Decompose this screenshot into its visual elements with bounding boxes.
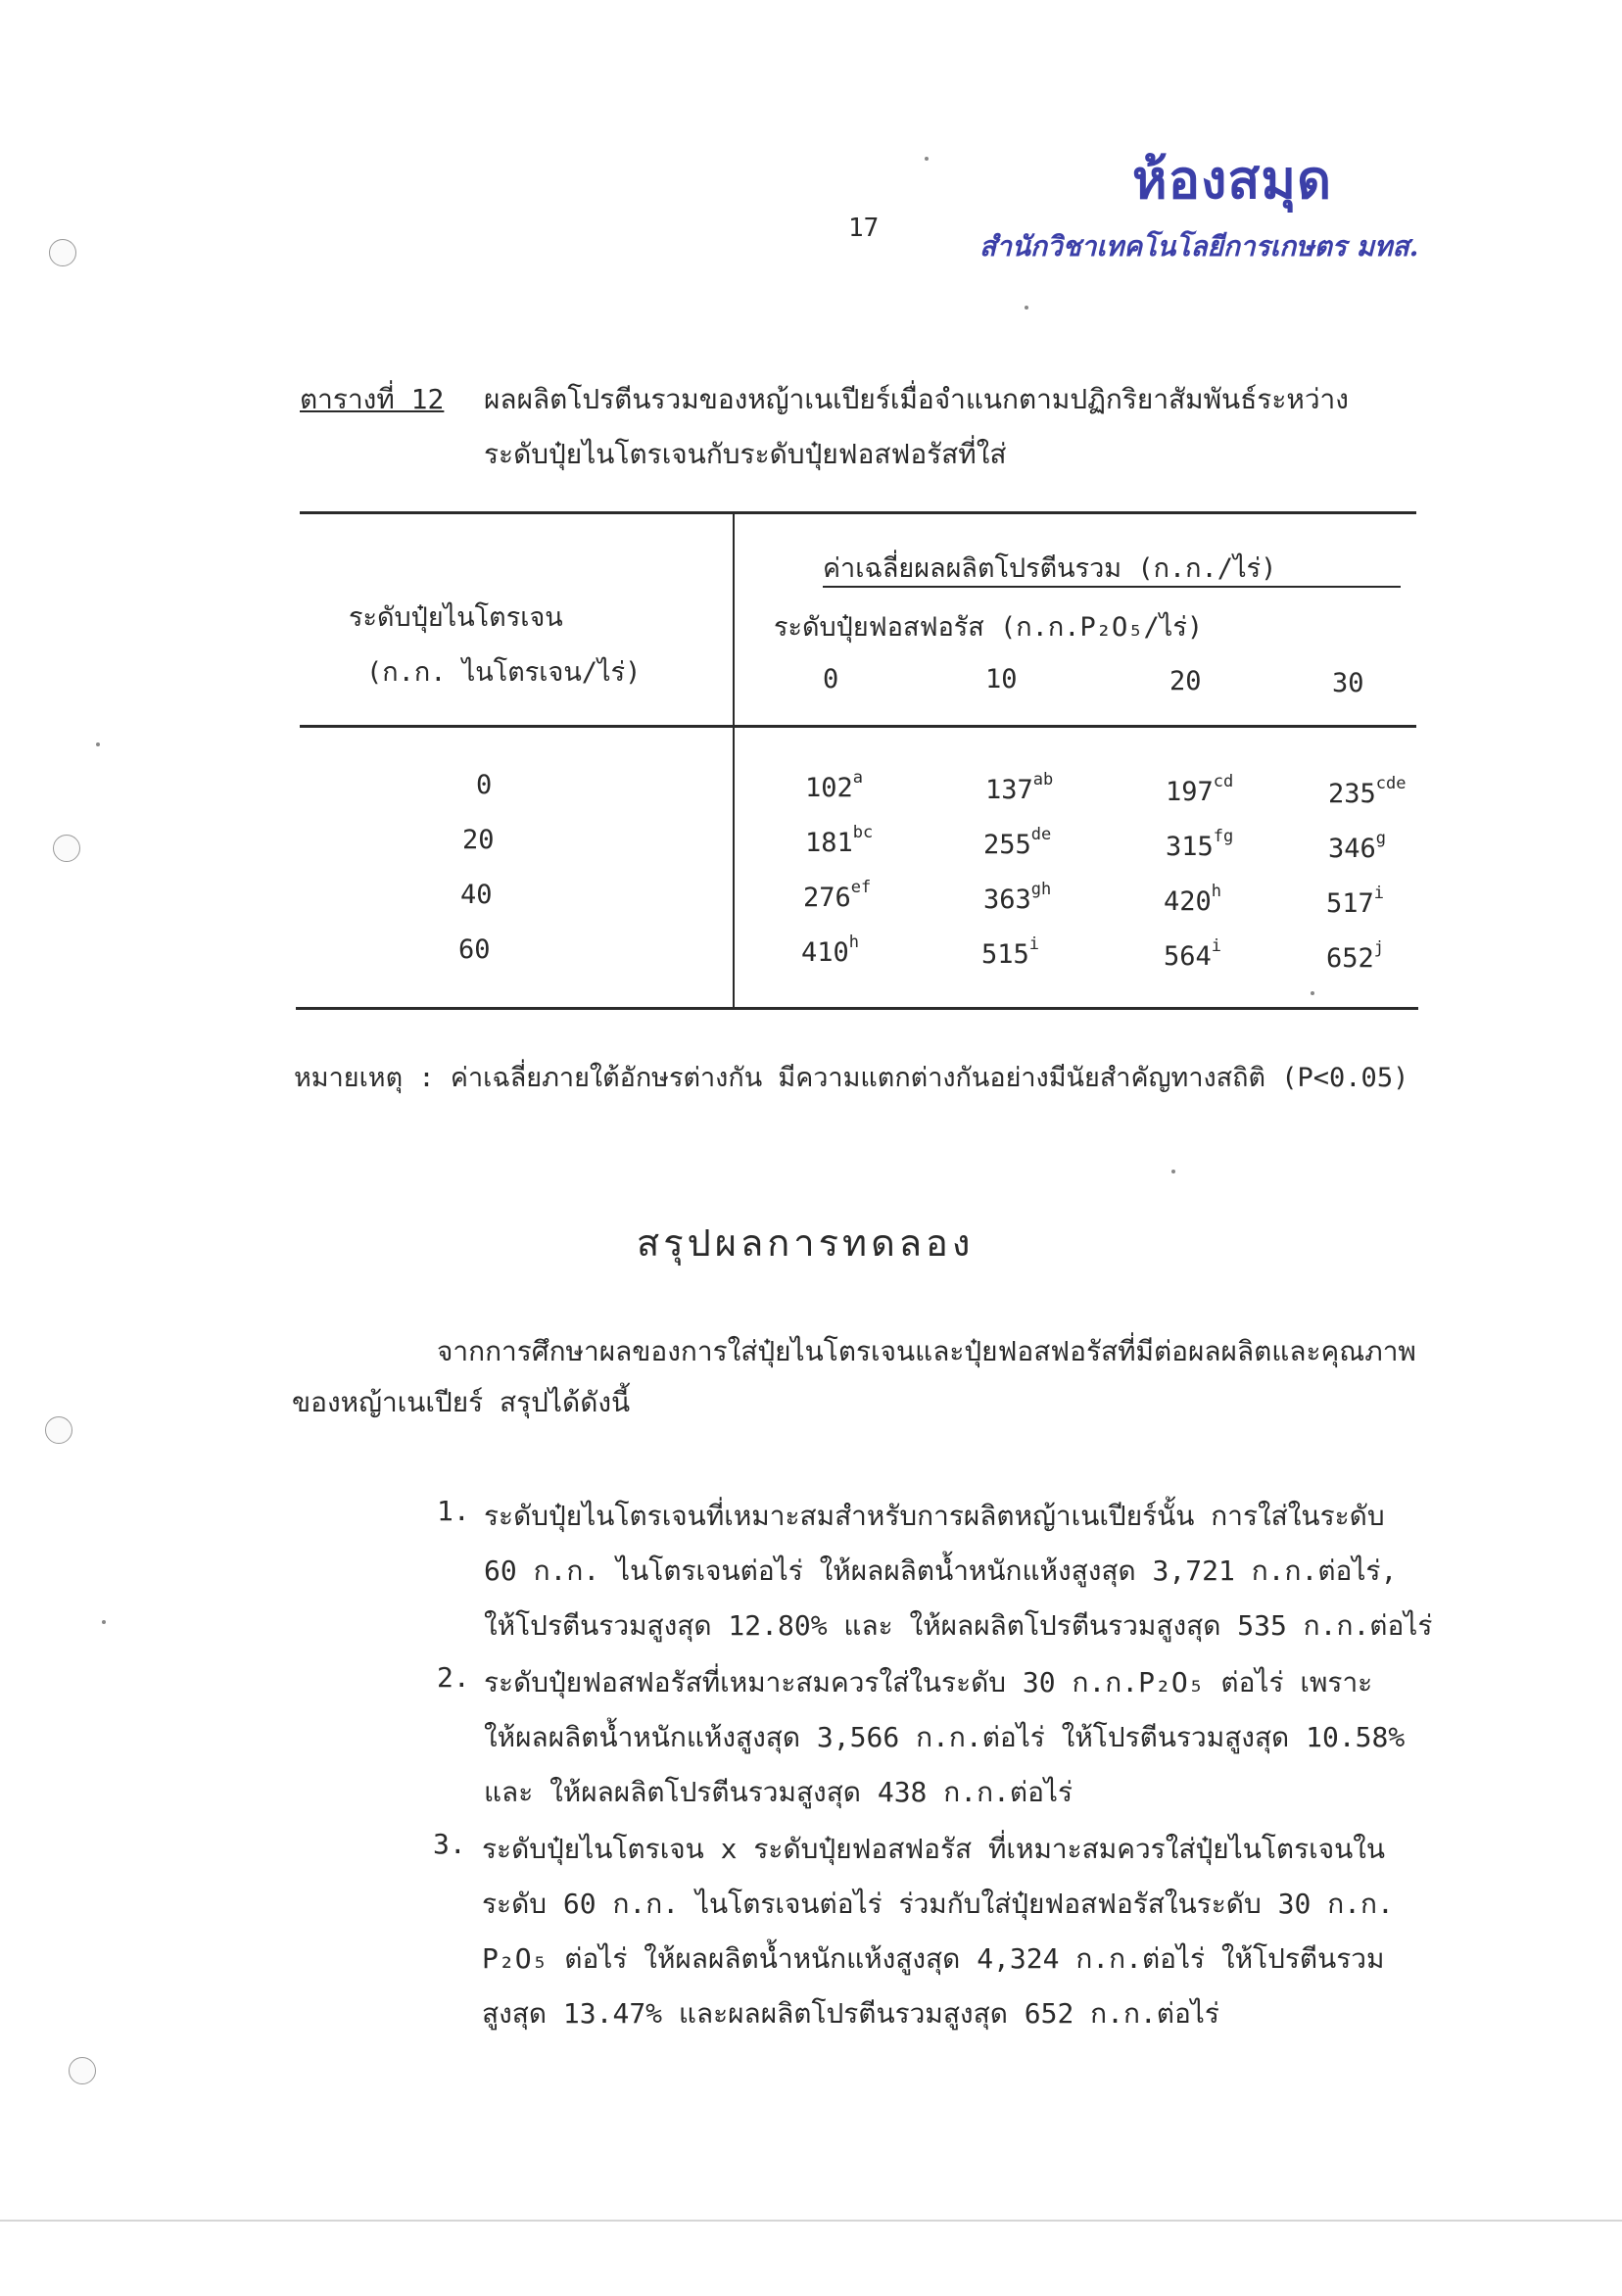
- page-fold-line: [0, 2220, 1622, 2222]
- significance-letter: de: [1030, 825, 1052, 844]
- table-cell: $235^{cde}$: [1328, 774, 1407, 809]
- table-bottom-rule: [296, 1007, 1418, 1010]
- significance-letter: g: [1375, 829, 1387, 848]
- table-cell: 517$^i$: [1326, 884, 1385, 919]
- list-item-number: 1.: [437, 1495, 470, 1527]
- significance-letter: i: [1028, 934, 1040, 954]
- table-cell: 346$^g$: [1328, 829, 1387, 864]
- list-item-line: ระดับปุ๋ยไนโตรเจนที่เหมาะสมสำหรับการผลิตหญ้าเนเปียร์นั้น การใส่ในระดับ: [484, 1500, 1385, 1532]
- punch-hole: [69, 2057, 96, 2084]
- row-level: 20: [462, 825, 495, 855]
- table-cell: $276^{ef}$: [803, 878, 872, 913]
- significance-letter: fg: [1213, 827, 1234, 846]
- list-item-line: สูงสุด 13.47% และผลผลิตโปรตีนรวมสูงสุด 652 ก.ก.ต่อไร่: [482, 1997, 1219, 2030]
- list-item-line: และ ให้ผลผลิตโปรตีนรวมสูงสุด 438 ก.ก.ต่อไร่: [484, 1776, 1073, 1808]
- table-header-rule: [300, 725, 1416, 728]
- significance-letter: ef: [850, 878, 872, 897]
- table-vertical-divider: [733, 513, 735, 1007]
- table-cell: 420$^h$: [1164, 882, 1222, 917]
- library-stamp-subtitle: สำนักวิชาเทคโนโลยีการเกษตร มทส.: [979, 230, 1419, 263]
- summary-intro-line: ของหญ้าเนเปียร์ สรุปได้ดังนี้: [292, 1386, 631, 1418]
- column-header-30: 30: [1332, 668, 1364, 698]
- table-cell: $363^{gh}$: [983, 880, 1052, 915]
- list-item-line: ระดับปุ๋ยไนโตรเจน x ระดับปุ๋ยฟอสฟอรัส ที่เหมาะสมควรใส่ปุ๋ยไนโตรเจนใน: [482, 1833, 1386, 1865]
- table-cell: $197^{cd}$: [1166, 772, 1234, 807]
- list-item-line: ระดับปุ๋ยฟอสฟอรัสที่เหมาะสมควรใส่ในระดับ 30 ก.ก.P₂O₅ ต่อไร่ เพราะ: [484, 1666, 1373, 1698]
- table-caption-label: ตารางที่ 12: [300, 383, 445, 415]
- table-cell: 652$^j$: [1326, 938, 1385, 974]
- table-cell: 410$^h$: [801, 933, 860, 968]
- table-caption-line: ระดับปุ๋ยไนโตรเจนกับระดับปุ๋ยฟอสฟอรัสที่ใส่: [484, 438, 1007, 470]
- library-stamp-title: ห้องสมุด: [1132, 148, 1333, 211]
- significance-letter: cde: [1375, 774, 1407, 793]
- group-header: ค่าเฉลี่ยผลผลิตโปรตีนรวม (ก.ก./ไร่): [823, 553, 1277, 584]
- row-level: 0: [476, 770, 493, 800]
- list-item-line: P₂O₅ ต่อไร่ ให้ผลผลิตน้ำหนักแห้งสูงสุด 4,324 ก.ก.ต่อไร่ ให้โปรตีนรวม: [482, 1942, 1385, 1975]
- punch-hole: [45, 1416, 72, 1444]
- significance-letter: j: [1373, 938, 1385, 958]
- row-level: 60: [458, 934, 491, 965]
- significance-letter: i: [1373, 884, 1385, 903]
- table-cell: 255de: [983, 825, 1052, 860]
- list-item-number: 3.: [433, 1828, 466, 1860]
- list-item-line: ให้โปรตีนรวมสูงสุด 12.80% และ ให้ผลผลิตโปรตีนรวมสูงสุด 535 ก.ก.ต่อไร่: [484, 1609, 1433, 1642]
- page-number: 17: [848, 214, 880, 243]
- significance-letter: h: [1211, 882, 1222, 901]
- row-level: 40: [460, 880, 493, 910]
- list-item-number: 2.: [437, 1661, 470, 1694]
- sub-header: ระดับปุ๋ยฟอสฟอรัส (ก.ก.P₂O₅/ไร่): [774, 612, 1204, 643]
- significance-letter: i: [1211, 936, 1222, 956]
- significance-letter: bc: [852, 823, 874, 842]
- list-item-line: ให้ผลผลิตน้ำหนักแห้งสูงสุด 3,566 ก.ก.ต่อไร่ ให้โปรตีนรวมสูงสุด 10.58%: [484, 1721, 1406, 1753]
- column-header-0: 0: [823, 664, 839, 694]
- row-header-title: ระดับปุ๋ยไนโตรเจน: [349, 602, 563, 633]
- table-cell: $181^{bc}$: [805, 823, 874, 858]
- punch-hole: [49, 239, 76, 266]
- column-header-10: 10: [985, 664, 1018, 694]
- table-footnote: หมายเหตุ : ค่าเฉลี่ยภายใต้อักษรต่างกัน มีความแตกต่างกันอย่างมีนัยสำคัญทางสถิติ (P<0.05): [294, 1063, 1409, 1093]
- significance-letter: h: [848, 933, 860, 952]
- significance-letter: gh: [1030, 880, 1052, 899]
- section-heading: สรุปผลการทดลอง: [637, 1221, 975, 1265]
- table-top-rule: [300, 511, 1416, 514]
- list-item-line: 60 ก.ก. ไนโตรเจนต่อไร่ ให้ผลผลิตน้ำหนักแห้งสูงสุด 3,721 ก.ก.ต่อไร่,: [484, 1555, 1398, 1587]
- row-header-unit: (ก.ก. ไนโตรเจน/ไร่): [366, 657, 642, 688]
- column-header-20: 20: [1169, 666, 1202, 696]
- table-cell: 515$^i$: [981, 934, 1040, 970]
- significance-letter: ab: [1032, 770, 1054, 789]
- punch-hole: [53, 835, 80, 862]
- table-caption-line: ผลผลิตโปรตีนรวมของหญ้าเนเปียร์เมื่อจำแนกตามปฏิกริยาสัมพันธ์ระหว่าง: [484, 383, 1349, 415]
- table-cell: 564$^i$: [1164, 936, 1222, 972]
- table-cell: $137^{ab}$: [985, 770, 1054, 805]
- list-item-line: ระดับ 60 ก.ก. ไนโตรเจนต่อไร่ ร่วมกับใส่ปุ๋ยฟอสฟอรัสในระดับ 30 ก.ก.: [482, 1888, 1394, 1920]
- table-cell: 102$^a$: [805, 768, 864, 803]
- significance-letter: a: [852, 768, 864, 788]
- table-cell: $315^{fg}$: [1166, 827, 1234, 862]
- summary-intro-line: จากการศึกษาผลของการใส่ปุ๋ยไนโตรเจนและปุ๋ยฟอสฟอรัสที่มีต่อผลผลิตและคุณภาพ: [437, 1335, 1416, 1367]
- significance-letter: cd: [1213, 772, 1234, 791]
